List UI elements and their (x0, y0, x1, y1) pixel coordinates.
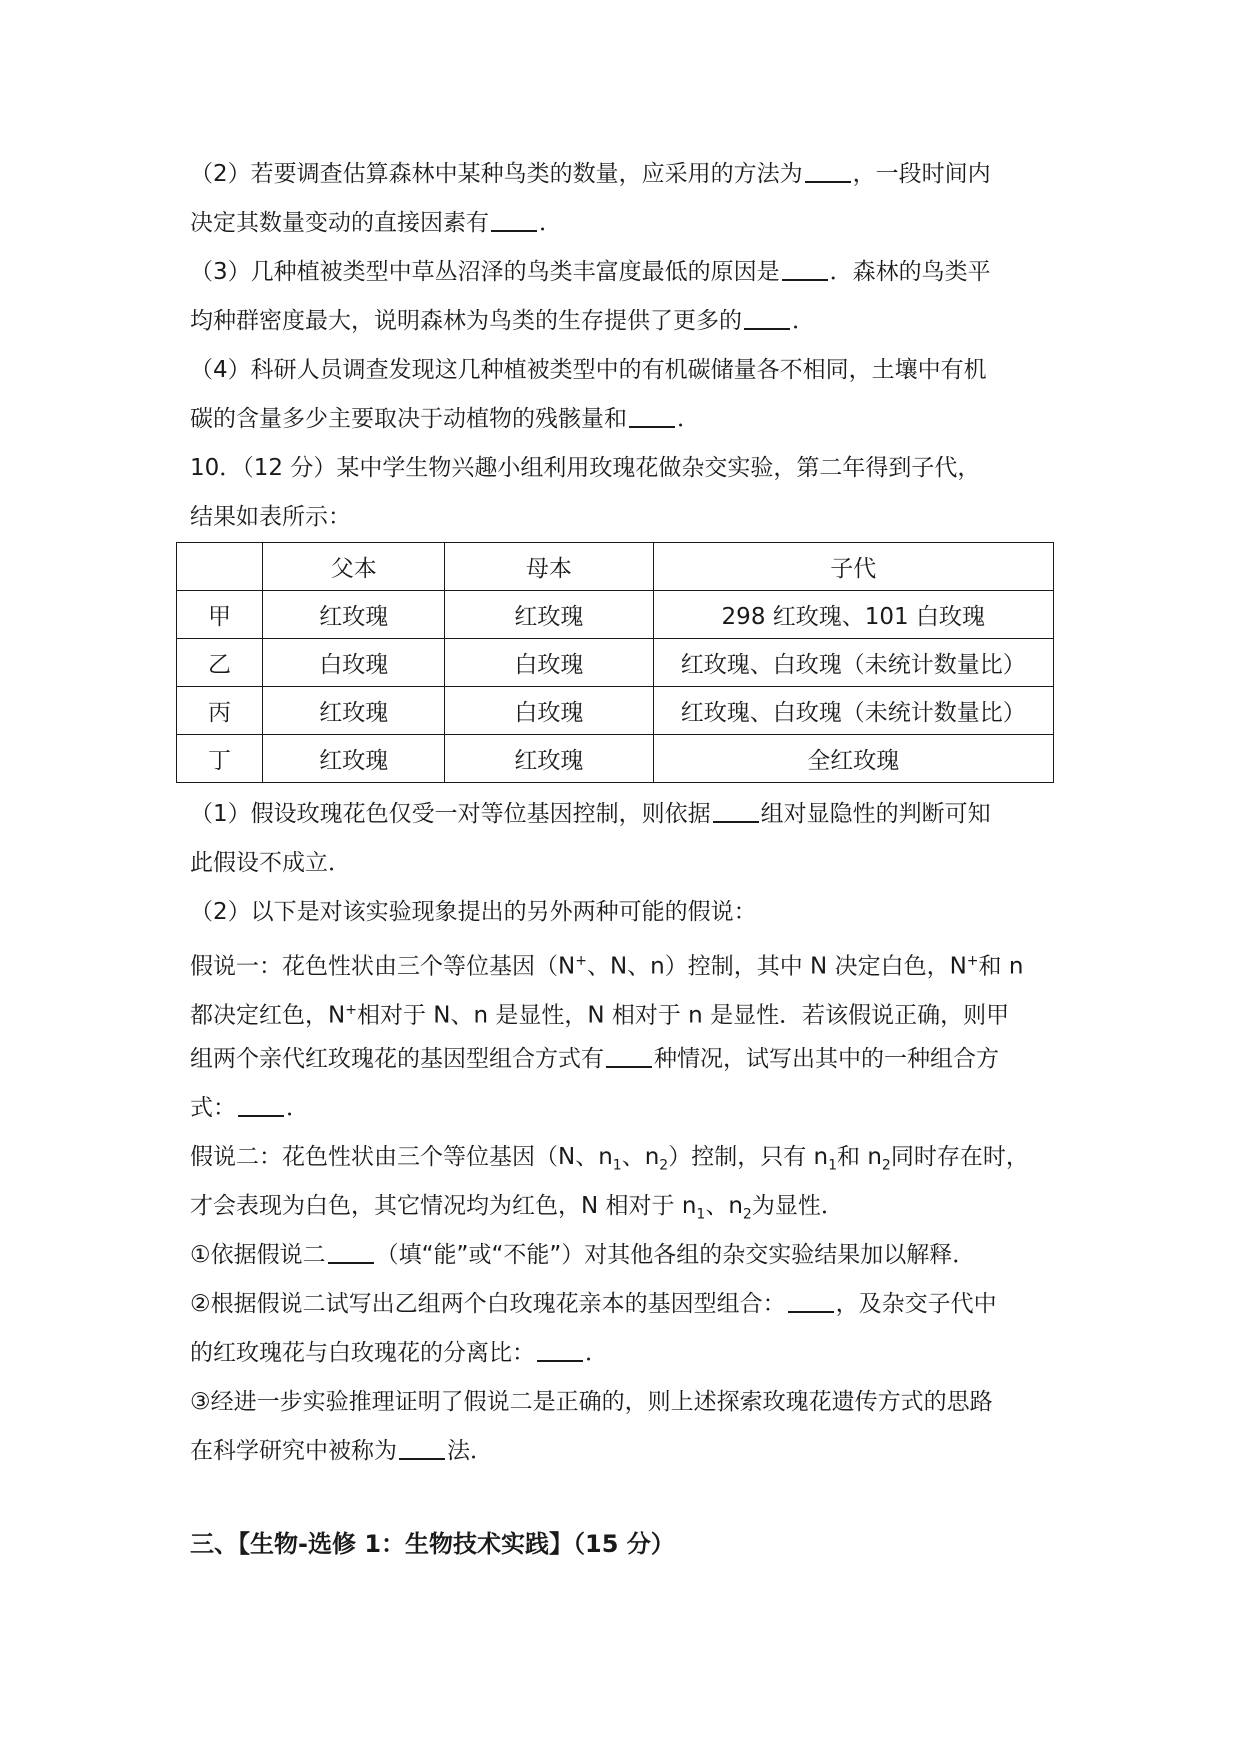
table-cell: 白玫瑰 (445, 639, 653, 687)
answer-blank[interactable] (537, 1338, 583, 1362)
hypothesis1-line2: 都决定红色，N+相对于 N、n 是显性，N 相对于 n 是显性．若该假说正确，则甲 (190, 1002, 1010, 1029)
answer-blank[interactable] (491, 208, 537, 232)
table-header-cell: 子代 (653, 543, 1053, 591)
table-row (177, 639, 1054, 687)
answer-blank[interactable] (399, 1436, 445, 1460)
table-cell: 红玫瑰、白玫瑰（未统计数量比） (653, 687, 1053, 735)
table-cell: 白玫瑰 (263, 639, 445, 687)
item1-line: ①依据假说二 （填“能”或“不能”）对其他各组的杂交实验结果加以解释． (190, 1242, 976, 1268)
question-10-text (190, 790, 1060, 1476)
table-cell: 乙 (177, 639, 263, 687)
item3-line2: 在科学研究中被称为 法． (190, 1438, 493, 1464)
table-cell: 红玫瑰 (263, 591, 445, 639)
item3-line1: ③经进一步实验推理证明了假说二是正确的，则上述探索玫瑰花遗传方式的思路 (190, 1389, 993, 1415)
table-header-row (177, 543, 1054, 591)
answer-blank[interactable] (805, 159, 851, 183)
table-cell: 红玫瑰 (445, 735, 653, 783)
cross-results-table (176, 542, 1054, 783)
table-cell: 298 红玫瑰、101 白玫瑰 (653, 591, 1053, 639)
q10-intro-line1: 10．（12 分）某中学生物兴趣小组利用玫瑰花做杂交实验，第二年得到子代， (190, 455, 981, 481)
question-9-text (190, 150, 1060, 542)
answer-blank[interactable] (713, 799, 759, 823)
q9-part2-line1: （2）若要调查估算森林中某种鸟类的数量，应采用的方法为 ，一段时间内 (190, 161, 991, 187)
answer-blank[interactable] (629, 404, 675, 428)
section-3-heading: 三、【生物-选修 1：生物技术实践】（15 分） (190, 1530, 675, 1558)
q9-part3-line2: 均种群密度最大，说明森林为鸟类的生存提供了更多的 ． (190, 308, 815, 334)
q9-part4-line1: （4）科研人员调查发现这几种植被类型中的有机碳储量各不相同，土壤中有机 (190, 357, 987, 383)
q10-sub1-line2: 此假设不成立． (190, 850, 351, 876)
table-cell: 红玫瑰、白玫瑰（未统计数量比） (653, 639, 1053, 687)
hypothesis1-line1: 假说一：花色性状由三个等位基因（N+、N、n）控制，其中 N 决定白色，N+和 n (190, 953, 1024, 980)
table-cell: 红玫瑰 (263, 735, 445, 783)
table-cell: 丁 (177, 735, 263, 783)
answer-blank[interactable] (328, 1240, 374, 1264)
q10-sub1-line1: （1）假设玫瑰花色仅受一对等位基因控制，则依据 组对显隐性的判断可知 (190, 801, 991, 827)
hypothesis1-line4: 式： ． (190, 1095, 309, 1121)
table-cell: 全红玫瑰 (653, 735, 1053, 783)
table-row (177, 687, 1054, 735)
answer-blank[interactable] (788, 1289, 834, 1313)
q9-part4-line2: 碳的含量多少主要取决于动植物的残骸量和 ． (190, 406, 700, 432)
table-cell: 白玫瑰 (445, 687, 653, 735)
table-cell: 丙 (177, 687, 263, 735)
table-header-cell: 母本 (445, 543, 653, 591)
hypothesis2-line1: 假说二：花色性状由三个等位基因（N、$n_1$、$n_2$）控制，只有 $n_1$和 $n_2$同时存在时， (190, 1144, 1029, 1174)
table-cell: 红玫瑰 (445, 591, 653, 639)
q9-part2-line2: 决定其数量变动的直接因素有 ． (190, 210, 562, 236)
table-row (177, 591, 1054, 639)
q10-intro-line2: 结果如表所示： (190, 504, 351, 530)
q10-sub2-intro: （2）以下是对该实验现象提出的另外两种可能的假说： (190, 899, 757, 925)
answer-blank[interactable] (606, 1044, 652, 1068)
hypothesis1-line3: 组两个亲代红玫瑰花的基因型组合方式有 种情况，试写出其中的一种组合方 (190, 1046, 999, 1072)
table-row (177, 735, 1054, 783)
item2-line1: ②根据假说二试写出乙组两个白玫瑰花亲本的基因型组合： ，及杂交子代中 (190, 1291, 997, 1317)
q9-part3-line1: （3）几种植被类型中草丛沼泽的鸟类丰富度最低的原因是 ．森林的鸟类平 (190, 259, 991, 285)
table-header-cell: 父本 (263, 543, 445, 591)
table-cell: 甲 (177, 591, 263, 639)
table-header-cell (177, 543, 263, 591)
item2-line2: 的红玫瑰花与白玫瑰花的分离比： ． (190, 1340, 608, 1366)
hypothesis2-line2: 才会表现为白色，其它情况均为红色，N 相对于 $n_1$、$n_2$为显性． (190, 1193, 844, 1223)
answer-blank[interactable] (744, 306, 790, 330)
table-cell: 红玫瑰 (263, 687, 445, 735)
answer-blank[interactable] (782, 257, 828, 281)
answer-blank[interactable] (238, 1093, 284, 1117)
